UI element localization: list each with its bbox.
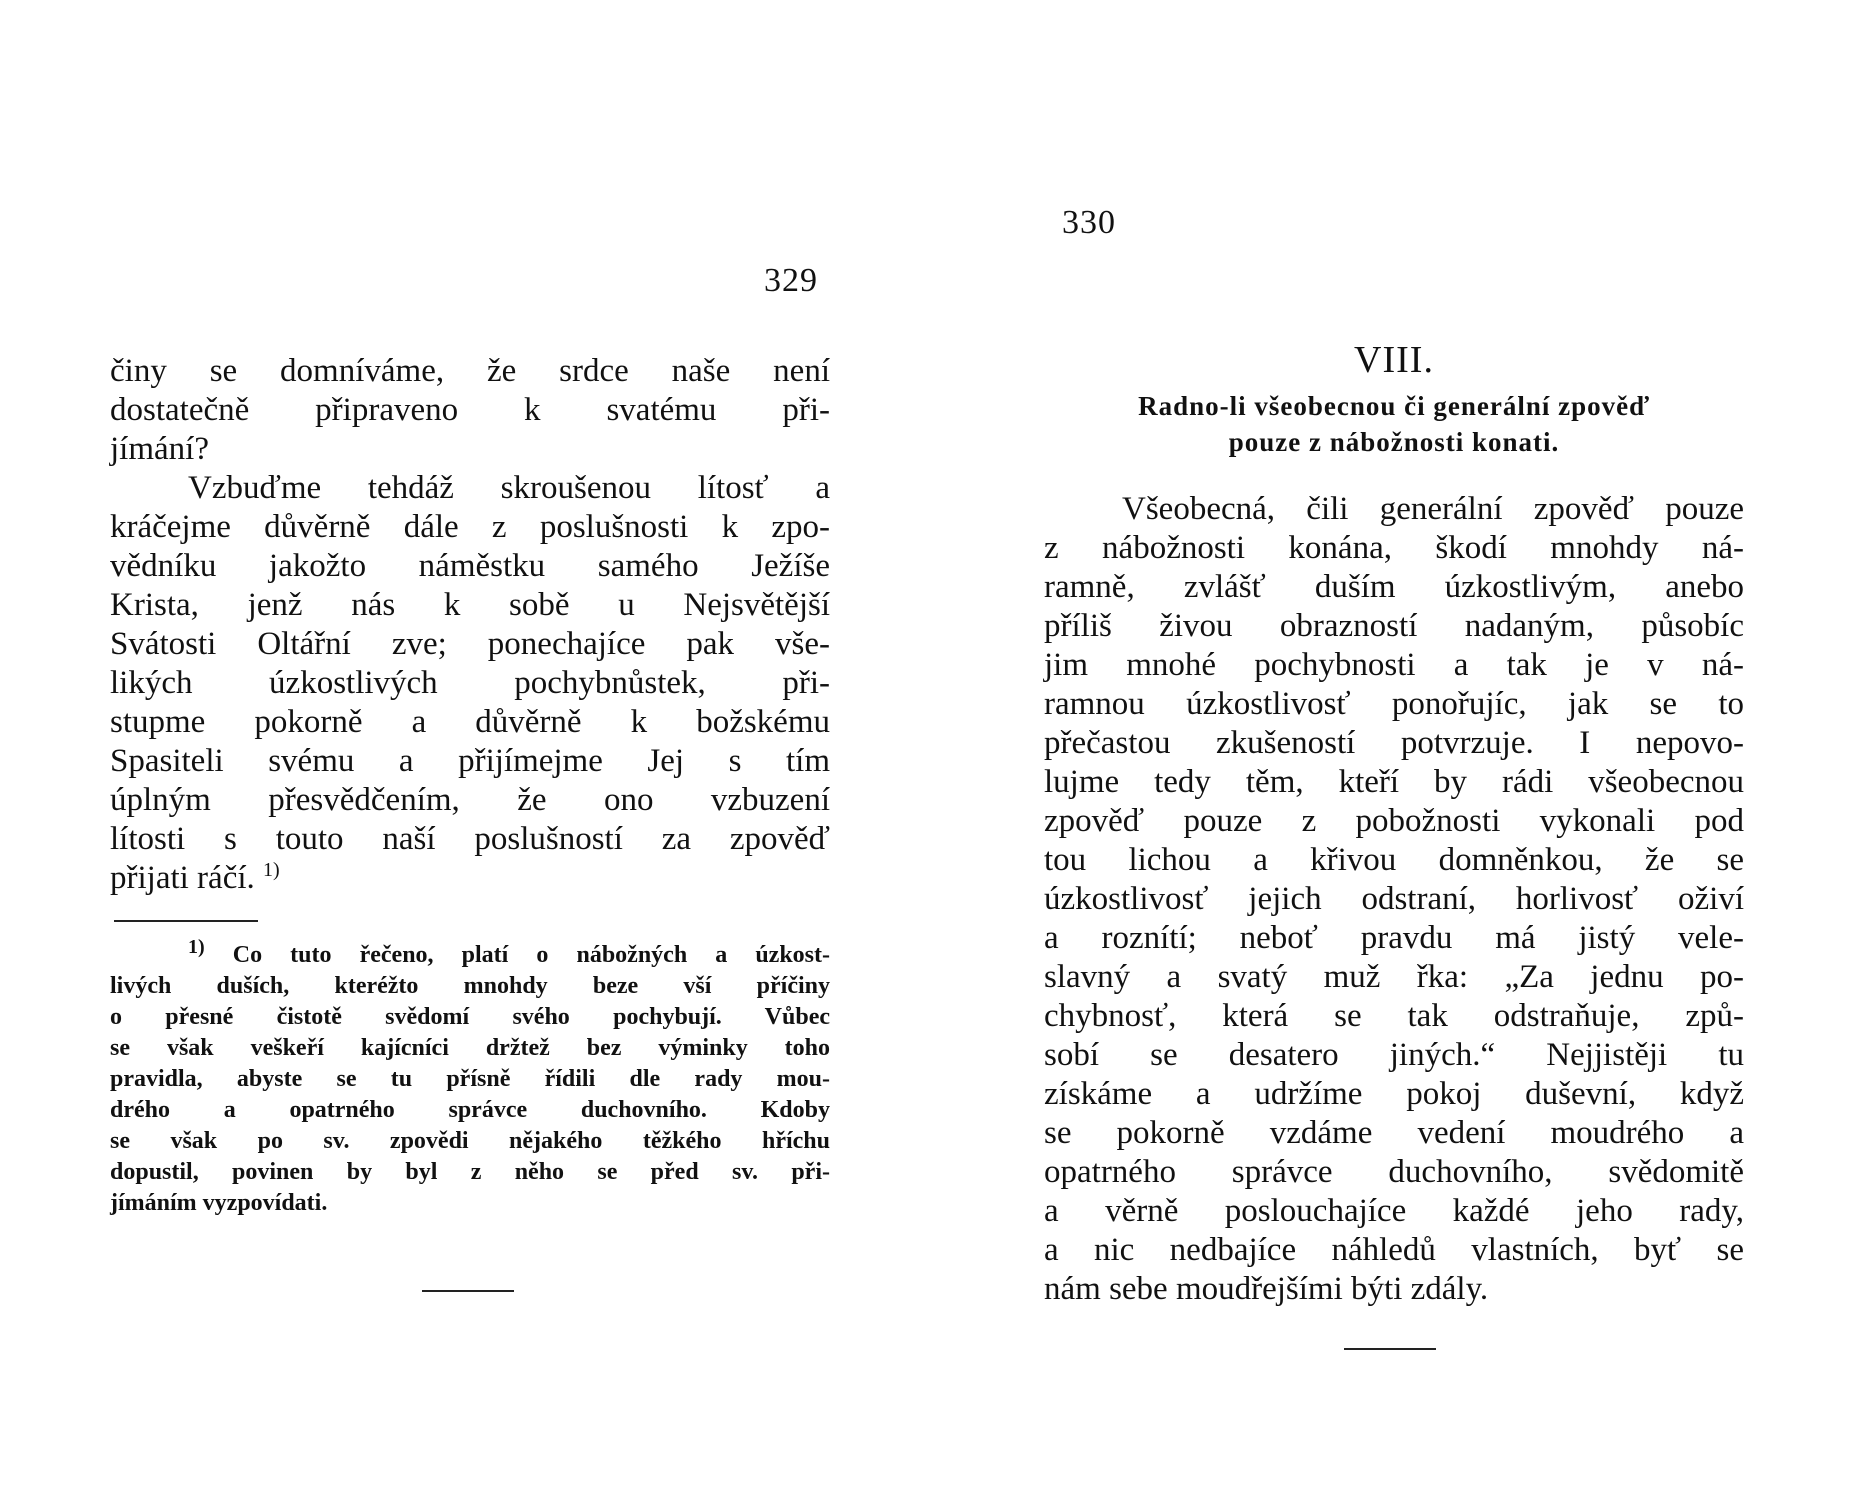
text-line: vědníku jakožto náměstku samého Ježíše — [110, 548, 830, 584]
footnote-line: Co tuto řečeno, platí o nábožných a úzkost- — [232, 942, 831, 968]
text-line: úzkostlivosť jejich odstraní, horlivosť oživí — [1044, 881, 1744, 917]
text-line: Vzbuďme tehdáž skroušenou lítosť a — [188, 470, 830, 506]
footnote-line: dopustil, povinen by byl z něho se před sv. při- — [110, 1159, 830, 1185]
footnote-line-first — [110, 936, 831, 971]
body-text — [1044, 490, 1744, 1309]
page-number: 330 — [1062, 204, 1116, 241]
footnote-line: se však po sv. zpovědi nějakého těžkého hříchu — [110, 1128, 830, 1154]
text-line: tou lichou a křivou domněnkou, že se — [1044, 842, 1744, 878]
text-line: Krista, jenž nás k sobě u Nejsvětější — [110, 587, 830, 623]
text-line-with-footnote-ref — [110, 859, 830, 898]
text-line: lujme tedy těm, kteří by rádi všeobecnou — [1044, 764, 1744, 800]
text-line: Všeobecná, čili generální zpověď pouze — [1122, 491, 1744, 527]
chapter-title-line: pouze z nábožnosti konati. — [1228, 427, 1560, 457]
text-line: činy se domníváme, že srdce naše není — [110, 353, 830, 389]
text-line: Svátosti Oltářní zve; ponechajíce pak vše- — [110, 626, 830, 662]
footnote-divider — [114, 920, 258, 922]
text-line: jim mnohé pochybnosti a tak je v ná- — [1044, 647, 1744, 683]
text-line: nám sebe moudřejšími býti zdály. — [1044, 1271, 1489, 1307]
text-line: lítosti s touto naší poslušností za zpověď — [110, 821, 830, 857]
footnote-line: jímáním vyzpovídati. — [110, 1190, 328, 1216]
text-line: úplným přesvědčením, že ono vzbuzení — [110, 782, 830, 818]
text-line: ramně, zvlášť duším úzkostlivým, anebo — [1044, 569, 1744, 605]
end-divider — [422, 1290, 514, 1292]
footnote-line: o přesné čistotě svědomí svého pochybují. Vůbec — [110, 1004, 830, 1030]
end-divider — [1344, 1348, 1436, 1350]
text-line: jímání? — [110, 431, 209, 467]
footnote-line: pravidla, abyste se tu přísně řídili dle rady mou- — [110, 1066, 830, 1092]
text-line: příliš živou obrazností nadaným, působíc — [1044, 608, 1744, 644]
text-line: chybnosť, která se tak odstraňuje, způ- — [1044, 998, 1744, 1034]
text-line: slavný a svatý muž řka: „Za jednu po- — [1044, 959, 1744, 995]
text-line: dostatečně připraveno k svatému při- — [110, 392, 830, 428]
body-text — [110, 352, 830, 898]
text-line: přečastou zkušeností potvrzuje. I nepovo- — [1044, 725, 1744, 761]
text-line: sobí se desatero jiných.“ Nejjistěji tu — [1044, 1037, 1744, 1073]
text-line: stupme pokorně a důvěrně k božskému — [110, 704, 830, 740]
text-line: a roznítí; neboť pravdu má jistý vele- — [1044, 920, 1744, 956]
left-page — [110, 0, 830, 1500]
footnote-line: se však veškeří kajícníci držtež bez výminky toho — [110, 1035, 830, 1061]
text-line: přijati ráčí. — [110, 860, 255, 896]
footnote-marker: 1) — [188, 936, 205, 958]
footnote-reference[interactable]: 1) — [263, 859, 280, 881]
text-line: zpověď pouze z pobožnosti vykonali pod — [1044, 803, 1744, 839]
page-number: 329 — [764, 262, 818, 299]
chapter-title-line: Radno-li všeobecnou či generální zpověď — [1138, 391, 1650, 421]
text-line: kráčejme důvěrně dále z poslušnosti k zpo- — [110, 509, 830, 545]
footnote-line: drého a opatrného správce duchovního. Kdoby — [110, 1097, 830, 1123]
text-line: a nic nedbajíce náhledů vlastních, byť se — [1044, 1232, 1744, 1268]
text-line: získáme a udržíme pokoj duševní, když — [1044, 1076, 1744, 1112]
text-line: a věrně poslouchajíce každé jeho rady, — [1044, 1193, 1744, 1229]
footnote — [110, 936, 831, 1219]
text-line: z nábožnosti konána, škodí mnohdy ná- — [1044, 530, 1744, 566]
right-page — [1044, 0, 1744, 1500]
text-line: opatrného správce duchovního, svědomitě — [1044, 1154, 1744, 1190]
text-line: ramnou úzkostlivosť ponořujíc, jak se to — [1044, 686, 1744, 722]
chapter-title — [1044, 388, 1744, 460]
chapter-number: VIII. — [1354, 339, 1434, 381]
text-line: likých úzkostlivých pochybnůstek, při- — [110, 665, 830, 701]
footnote-line: livých duších, kteréžto mnohdy beze vší příčiny — [110, 973, 830, 999]
text-line: se pokorně vzdáme vedení moudrého a — [1044, 1115, 1744, 1151]
text-line: Spasiteli svému a přijímejme Jej s tím — [110, 743, 830, 779]
